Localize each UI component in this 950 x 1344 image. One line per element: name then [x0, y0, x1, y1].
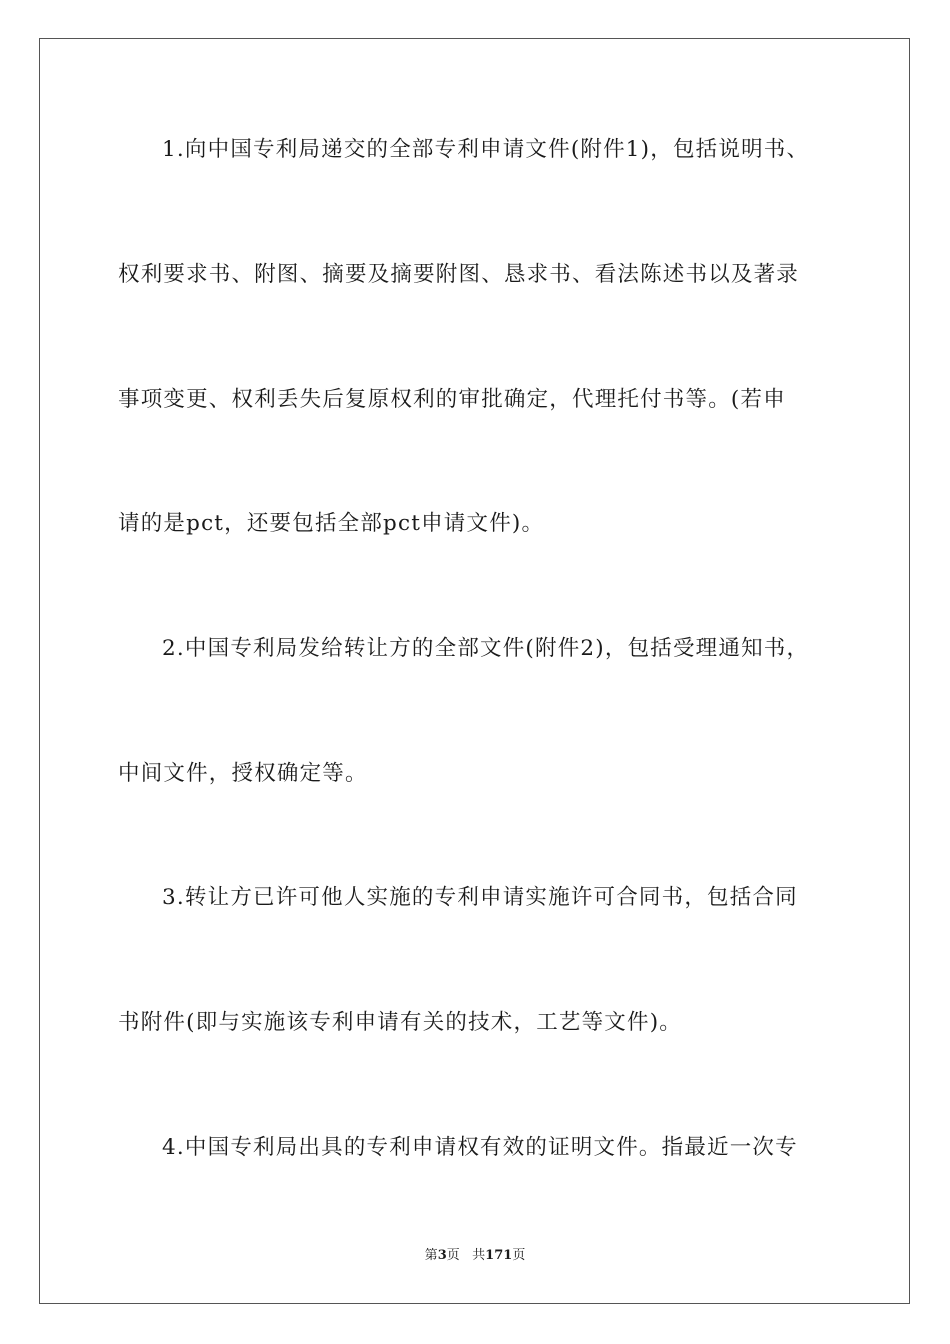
total-pages: 171: [485, 1248, 513, 1263]
page-number: 3: [437, 1248, 447, 1263]
page-footer: [0, 1247, 950, 1265]
total-prefix: 共: [472, 1248, 486, 1263]
total-suffix: 页: [512, 1248, 526, 1263]
paragraph-1-line-3: 事项变更、权利丢失后复原权利的审批确定，代理托付书等。(若申: [118, 387, 786, 412]
paragraph-4-line-1: 4.中国专利局出具的专利申请权有效的证明文件。指最近一次专: [162, 1135, 798, 1160]
page-suffix: 页: [446, 1248, 460, 1263]
paragraph-2-line-1: 2.中国专利局发给转让方的全部文件(附件2)，包括受理通知书，: [162, 636, 810, 661]
page-prefix: 第: [424, 1248, 438, 1263]
page-border: [39, 38, 910, 1304]
paragraph-2-line-2: 中间文件，授权确定等。: [118, 761, 368, 786]
paragraph-1-line-4: 请的是pct，还要包括全部pct申请文件)。: [118, 511, 545, 536]
paragraph-1-line-1: 1.向中国专利局递交的全部专利申请文件(附件1)，包括说明书、: [162, 137, 810, 162]
paragraph-3-line-2: 书附件(即与实施该专利申请有关的技术，工艺等文件)。: [118, 1010, 682, 1035]
paragraph-3-line-1: 3.转让方已许可他人实施的专利申请实施许可合同书，包括合同: [162, 885, 798, 910]
paragraph-1-line-2: 权利要求书、附图、摘要及摘要附图、恳求书、看法陈述书以及著录: [118, 262, 800, 287]
